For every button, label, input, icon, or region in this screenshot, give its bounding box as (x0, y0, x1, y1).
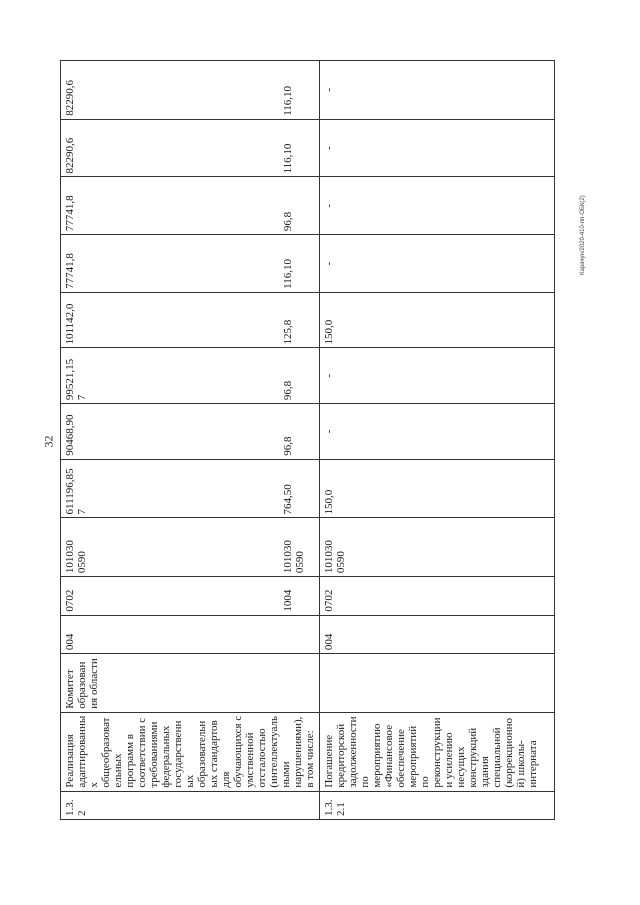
value-cell: - (320, 61, 555, 120)
rzpr-cell: 1004 (279, 577, 319, 615)
value-cell: - (320, 404, 555, 460)
value-cell: 77741,8 (61, 177, 280, 235)
program-table (60, 60, 555, 820)
value-cell: 96,8 (279, 348, 319, 404)
rotated-table-sheet (60, 60, 539, 820)
side-note: Карачун/2020-410-пп-ОБК(2) (580, 195, 586, 275)
value-cell: 82290,6 (61, 119, 280, 177)
csr-cell: 101030 0590 (320, 518, 555, 577)
table-row (61, 61, 280, 820)
csr-cell: 101030 0590 (61, 518, 280, 577)
grbs-cell: 004 (320, 615, 555, 653)
page-number: 32 (41, 435, 56, 448)
executor-cell: Комитет образования области (61, 654, 320, 713)
value-cell: 101142,0 (61, 292, 280, 348)
row-number-cell: 1.3.2 (61, 791, 320, 819)
executor-cell (320, 654, 555, 713)
value-cell: 611196,85 7 (61, 459, 280, 518)
value-cell: - (320, 235, 555, 293)
value-cell: - (320, 177, 555, 235)
value-cell: 150,0 (320, 459, 555, 518)
grbs-cell: 004 (61, 615, 320, 653)
value-cell: 96,8 (279, 177, 319, 235)
value-cell: 116,10 (279, 61, 319, 120)
value-cell: 77741,8 (61, 235, 280, 293)
value-cell: 764,50 (279, 459, 319, 518)
row-number-cell: 1.3.2.1 (320, 791, 555, 819)
rzpr-cell: 0702 (61, 577, 280, 615)
row-name-cell: Погашение кредиторской задолженности по мероприятию «Финансовое обеспечение мероприятий по реконструкции и усилению несущих конструкций здания специальной (коррекционной) школы-интерната (320, 712, 555, 791)
value-cell: - (320, 348, 555, 404)
value-cell: 150,0 (320, 292, 555, 348)
table-row (320, 61, 555, 820)
rzpr-cell: 0702 (320, 577, 555, 615)
value-cell: 90468,90 (61, 404, 280, 460)
value-cell: 116,10 (279, 119, 319, 177)
row-name-cell: Реализация адаптированных общеобразовательных программ в соответствии с требованиями федеральных государственных образовательных стандартов для обучающихся с умственной отсталостью (интеллектуальными нарушениями), в том числе: (61, 712, 320, 791)
csr-cell: 101030 0590 (279, 518, 319, 577)
value-cell: 99521,15 7 (61, 348, 280, 404)
value-cell: 116,10 (279, 235, 319, 293)
value-cell: 82290,6 (61, 61, 280, 120)
value-cell: 125,8 (279, 292, 319, 348)
value-cell: - (320, 119, 555, 177)
value-cell: 96,8 (279, 404, 319, 460)
